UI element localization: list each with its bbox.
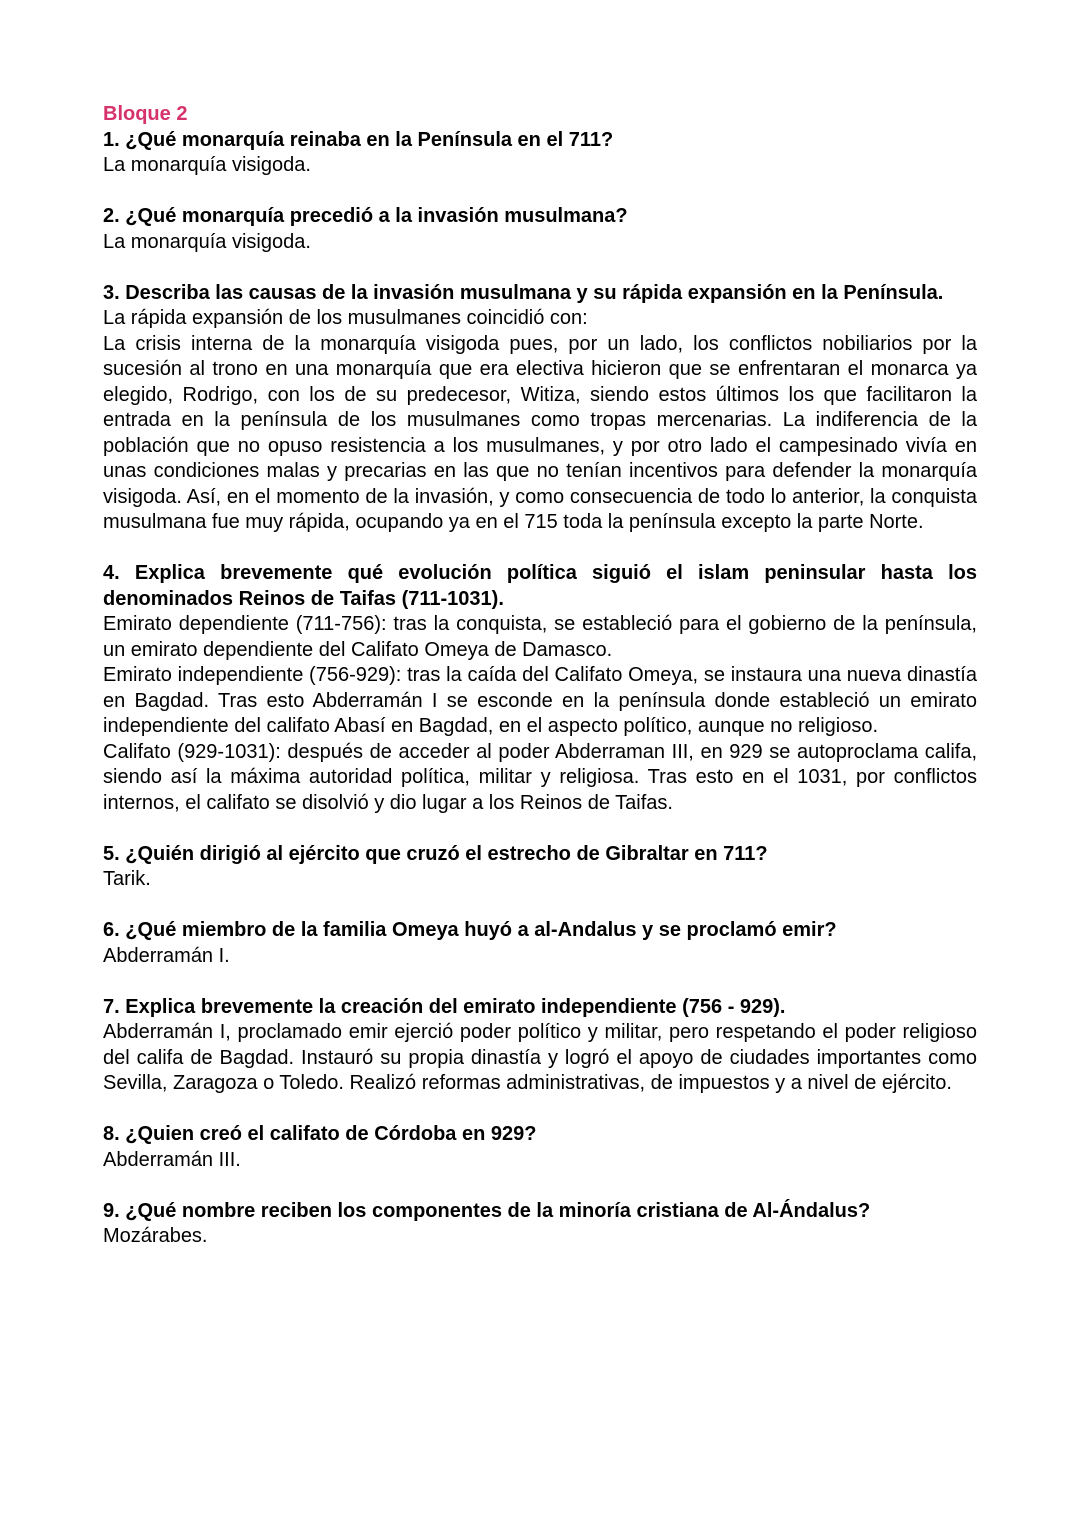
answer-paragraph: Abderramán III. xyxy=(103,1148,241,1171)
qa-item-1 xyxy=(103,128,977,179)
answer-paragraph: La monarquía visigoda. xyxy=(103,230,311,253)
question-3: 3. Describa las causas de la invasión musulmana y su rápida expansión en la Península. xyxy=(103,281,944,304)
answer-2 xyxy=(103,230,977,256)
answer-paragraph: Abderramán I, proclamado emir ejerció poder político y militar, pero respetando el poder religioso del califa de Bagdad. Instauró su propia dinastía y logró el apoyo de ciudades importantes como Sevilla, Zaragoza o Toledo. Realizó reformas administrativas, de impuestos y a nivel de ejército. xyxy=(103,1021,977,1094)
qa-item-6 xyxy=(103,918,977,969)
answer-paragraph: Mozárabes. xyxy=(103,1225,208,1247)
answer-9 xyxy=(103,1224,977,1250)
question-4: 4. Explica brevemente qué evolución política siguió el islam peninsular hasta los denominados Reinos de Taifas (711-1031). xyxy=(103,562,977,610)
qa-item-7 xyxy=(103,995,977,1097)
answer-paragraph: Tarik. xyxy=(103,868,151,890)
qa-item-2 xyxy=(103,204,977,255)
qa-item-9 xyxy=(103,1199,977,1250)
answer-3 xyxy=(103,306,977,536)
question-6: 6. ¿Qué miembro de la familia Omeya huyó a al-Andalus y se proclamó emir? xyxy=(103,919,837,941)
answer-8 xyxy=(103,1148,977,1174)
qa-item-8 xyxy=(103,1122,977,1173)
answer-paragraph: La crisis interna de la monarquía visigoda pues, por un lado, los conflictos nobiliarios por la sucesión al trono en una monarquía que era electiva hicieron que se enfrentaran el monarca ya elegido, Rodrigo, con los de su predecesor, Witiza, siendo estos últimos los que facilitaron la entrada en la península de los musulmanes como tropas mercenarias. La indiferencia de la población que no opuso resistencia a los musulmanes, y por otro lado el campesinado vivía en unas condiciones malas y precarias en las que no tenían incentivos para defender la monarquía visigoda. Así, en el momento de la invasión, y como consecuencia de todo lo anterior, la conquista musulmana fue muy rápida, ocupando ya en el 715 toda la península excepto la parte Norte. xyxy=(103,332,977,533)
qa-item-5 xyxy=(103,842,977,893)
question-9: 9. ¿Qué nombre reciben los componentes de la minoría cristiana de Al-Ándalus? xyxy=(103,1199,871,1222)
question-2: 2. ¿Qué monarquía precedió a la invasión musulmana? xyxy=(103,205,628,227)
question-7: 7. Explica brevemente la creación del emirato independiente (756 - 929). xyxy=(103,995,786,1018)
answer-paragraph: Emirato independiente (756-929): tras la caída del Califato Omeya, se instaura una nueva dinastía en Bagdad. Tras esto Abderramán I se esconde en la península donde estableció un emirato independiente del califato Abasí en Bagdad, en el aspecto político, aunque no religioso. xyxy=(103,664,977,737)
qa-item-3 xyxy=(103,281,977,536)
answer-6 xyxy=(103,944,977,970)
answer-paragraph: La rápida expansión de los musulmanes coincidió con: xyxy=(103,307,588,329)
question-5: 5. ¿Quién dirigió al ejército que cruzó el estrecho de Gibraltar en 711? xyxy=(103,842,768,865)
answer-paragraph: La monarquía visigoda. xyxy=(103,154,311,176)
answer-paragraph: Emirato dependiente (711-756): tras la conquista, se estableció para el gobierno de la península, un emirato dependiente del Califato Omeya de Damasco. xyxy=(103,613,977,661)
answer-paragraph: Califato (929-1031): después de acceder al poder Abderraman III, en 929 se autoproclama califa, siendo así la máxima autoridad política, militar y religiosa. Tras esto en el 1031, por conflictos internos, el califato se disolvió y dio lugar a los Reinos de Taifas. xyxy=(103,740,977,814)
question-1: 1. ¿Qué monarquía reinaba en la Península en el 711? xyxy=(103,128,614,151)
answer-paragraph: Abderramán I. xyxy=(103,944,230,967)
question-8: 8. ¿Quien creó el califato de Córdoba en 929? xyxy=(103,1123,537,1145)
block-title: Bloque 2 xyxy=(103,103,188,125)
qa-item-4 xyxy=(103,561,977,816)
answer-1 xyxy=(103,153,977,179)
answer-4 xyxy=(103,612,977,816)
answer-5 xyxy=(103,867,977,893)
answer-7 xyxy=(103,1020,977,1097)
